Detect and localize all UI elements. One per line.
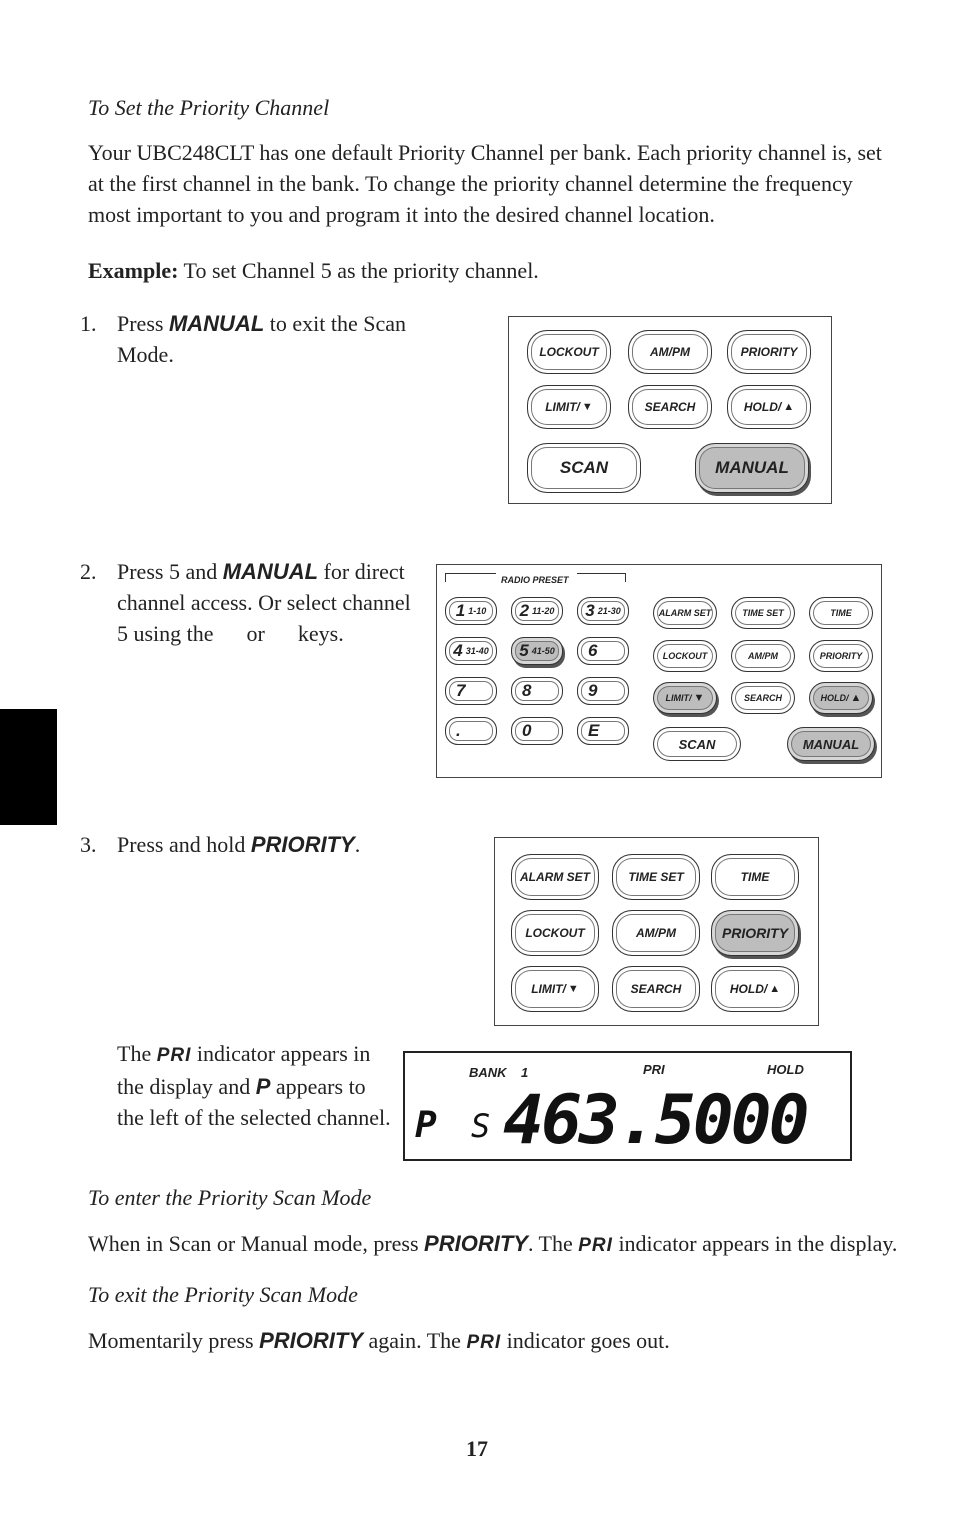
example-text: To set Channel 5 as the priority channel.: [178, 258, 539, 283]
alarm-set-key[interactable]: ALARM SET: [653, 597, 717, 629]
triangle-up-icon: ▲: [769, 983, 781, 995]
num-key-3[interactable]: [577, 597, 629, 625]
pri-indicator-icon: PRI: [156, 1045, 192, 1066]
priority-key[interactable]: PRIORITY: [727, 330, 811, 374]
step-2-text: [117, 556, 417, 649]
num-key-2-digit: 2: [519, 601, 530, 620]
ampm-key[interactable]: AM/PM: [612, 910, 700, 956]
num-key-6[interactable]: [577, 637, 629, 665]
limit-label: LIMIT/: [531, 982, 566, 996]
section-heading-enter-priority-scan: To enter the Priority Scan Mode: [88, 1185, 372, 1210]
time-set-key[interactable]: TIME SET: [731, 597, 795, 629]
hold-up-key[interactable]: [711, 966, 799, 1012]
step-1-key: MANUAL: [168, 311, 265, 336]
hold-up-key[interactable]: [809, 682, 873, 714]
enter-pre: When in Scan or Manual mode, press: [88, 1231, 425, 1256]
exit-key: PRIORITY: [259, 1328, 363, 1353]
num-key-0-digit: 0: [522, 721, 532, 740]
keypad-panel-3: [494, 837, 819, 1026]
num-key-9-digit: 9: [588, 681, 598, 700]
scan-key[interactable]: SCAN: [527, 443, 641, 493]
chapter-tab: [0, 709, 57, 825]
note-pre: The: [117, 1041, 157, 1066]
num-key-2[interactable]: [511, 597, 563, 625]
step-3-key: PRIORITY: [250, 832, 355, 857]
num-key-1[interactable]: [445, 597, 497, 625]
limit-label: LIMIT/: [545, 400, 580, 414]
triangle-down-icon: ▼: [581, 401, 593, 413]
triangle-up-icon: ▲: [850, 692, 862, 704]
triangle-down-icon: ▼: [693, 692, 705, 704]
num-key-8[interactable]: [511, 677, 563, 705]
lcd-bank-number: 1: [521, 1065, 529, 1080]
hold-up-key[interactable]: [727, 385, 811, 429]
num-key-3-range: 21-30: [597, 606, 621, 616]
time-key[interactable]: TIME: [809, 597, 873, 629]
enter-post: indicator appears in the display.: [612, 1231, 898, 1256]
keypad-panel-1: [508, 316, 832, 504]
lockout-key[interactable]: LOCKOUT: [511, 910, 599, 956]
enter-key: PRIORITY: [424, 1231, 528, 1256]
enter-mid: . The: [527, 1231, 579, 1256]
ampm-key[interactable]: AM/PM: [628, 330, 712, 374]
lcd-pri-indicator: PRI: [643, 1062, 665, 1077]
preset-bracket-left: [445, 573, 496, 582]
limit-down-key[interactable]: [653, 682, 717, 714]
indicator-note: [117, 1038, 392, 1133]
num-key-5-digit: 5: [519, 641, 529, 660]
exit-post: indicator goes out.: [501, 1328, 670, 1353]
num-key-4[interactable]: [445, 637, 497, 665]
section-heading-exit-priority-scan: To exit the Priority Scan Mode: [88, 1282, 358, 1307]
step-1-pre: Press: [117, 311, 169, 336]
num-key-2-range: 11-20: [532, 606, 555, 616]
num-key-7-digit: 7: [456, 681, 466, 700]
keypad-panel-2: [436, 564, 882, 778]
ampm-key[interactable]: AM/PM: [731, 640, 795, 672]
search-key[interactable]: SEARCH: [628, 385, 712, 429]
step-1-number: 1.: [80, 311, 97, 336]
intro-paragraph: Your UBC248CLT has one default Priority Channel per bank. Each priority channel is, set at the first channel in the bank. To change the priority channel determine the frequency most important to you and program it into the desired channel location.: [88, 140, 882, 227]
num-key-1-digit: 1: [455, 601, 466, 620]
note-mid: indicator appears in the display and: [117, 1041, 371, 1099]
num-key-dot[interactable]: [445, 717, 497, 745]
search-key[interactable]: SEARCH: [612, 966, 700, 1012]
num-key-4-digit: 4: [453, 641, 463, 660]
limit-down-key[interactable]: [527, 385, 611, 429]
exit-pre: Momentarily press: [88, 1328, 260, 1353]
step-2-post: for direct channel access. Or select channel 5 using the or keys.: [117, 559, 417, 646]
step-1-text: [117, 308, 457, 370]
example-line: [88, 255, 888, 286]
exit-mid: again. The: [363, 1328, 467, 1353]
num-key-5-range: 41-50: [531, 646, 555, 656]
step-2-pre: Press 5 and: [117, 559, 223, 584]
num-key-4-range: 31-40: [465, 646, 489, 656]
num-key-6-digit: 6: [588, 641, 598, 660]
priority-key[interactable]: PRIORITY: [809, 640, 873, 672]
radio-preset-label: RADIO PRESET: [501, 575, 569, 585]
page-number: 17: [466, 1436, 488, 1461]
alarm-set-key[interactable]: ALARM SET: [511, 854, 599, 900]
priority-key[interactable]: PRIORITY: [711, 910, 799, 956]
lcd-display: [403, 1051, 852, 1161]
lcd-bank-label: BANK: [469, 1065, 507, 1080]
lockout-key[interactable]: LOCKOUT: [653, 640, 717, 672]
preset-bracket-right: [577, 573, 626, 582]
num-key-8-digit: 8: [522, 681, 532, 700]
step-3-text: [117, 829, 437, 860]
lcd-hold-indicator: HOLD: [767, 1062, 804, 1077]
num-key-5[interactable]: [511, 637, 563, 665]
num-key-7[interactable]: [445, 677, 497, 705]
lcd-frequency: 463.5000: [503, 1081, 807, 1160]
num-key-e[interactable]: [577, 717, 629, 745]
num-key-3-digit: 3: [585, 601, 595, 620]
time-key[interactable]: TIME: [711, 854, 799, 900]
lcd-s-marker: S: [471, 1107, 491, 1145]
num-key-9[interactable]: [577, 677, 629, 705]
num-key-dot-digit: .: [456, 721, 461, 740]
hold-label: HOLD/: [729, 982, 768, 996]
hold-label: HOLD/: [820, 693, 849, 703]
step-1-post: to exit the Scan Mode.: [117, 311, 407, 367]
limit-down-key[interactable]: [511, 966, 599, 1012]
triangle-down-icon: ▼: [567, 983, 579, 995]
search-key[interactable]: SEARCH: [731, 682, 795, 714]
hold-label: HOLD/: [743, 400, 782, 414]
num-key-0[interactable]: [511, 717, 563, 745]
step-2-number: 2.: [80, 559, 97, 584]
manual-key[interactable]: MANUAL: [695, 443, 809, 493]
note-p: P: [255, 1074, 271, 1099]
section-heading-set-priority: To Set the Priority Channel: [88, 95, 330, 120]
triangle-up-icon: ▲: [783, 401, 795, 413]
step-3-pre: Press and hold: [117, 832, 251, 857]
num-key-1-range: 1-10: [468, 606, 487, 616]
step-3-number: 3.: [80, 832, 97, 857]
lockout-key[interactable]: LOCKOUT: [527, 330, 611, 374]
time-set-key[interactable]: TIME SET: [612, 854, 700, 900]
step-2-key: MANUAL: [222, 559, 319, 584]
num-key-e-digit: E: [588, 721, 600, 740]
limit-label: LIMIT/: [665, 693, 692, 703]
example-label: Example:: [88, 258, 179, 283]
scan-key[interactable]: SCAN: [653, 727, 741, 761]
lcd-priority-p: P: [415, 1105, 437, 1146]
manual-key[interactable]: MANUAL: [787, 727, 875, 761]
enter-priority-scan-text: [88, 1228, 928, 1261]
step-3-post: .: [354, 832, 361, 857]
pri-indicator-icon: PRI: [466, 1332, 502, 1353]
note-post: appears to the left of the selected channel.: [117, 1074, 391, 1130]
pri-indicator-icon: PRI: [578, 1235, 613, 1256]
exit-priority-scan-text: [88, 1325, 928, 1358]
